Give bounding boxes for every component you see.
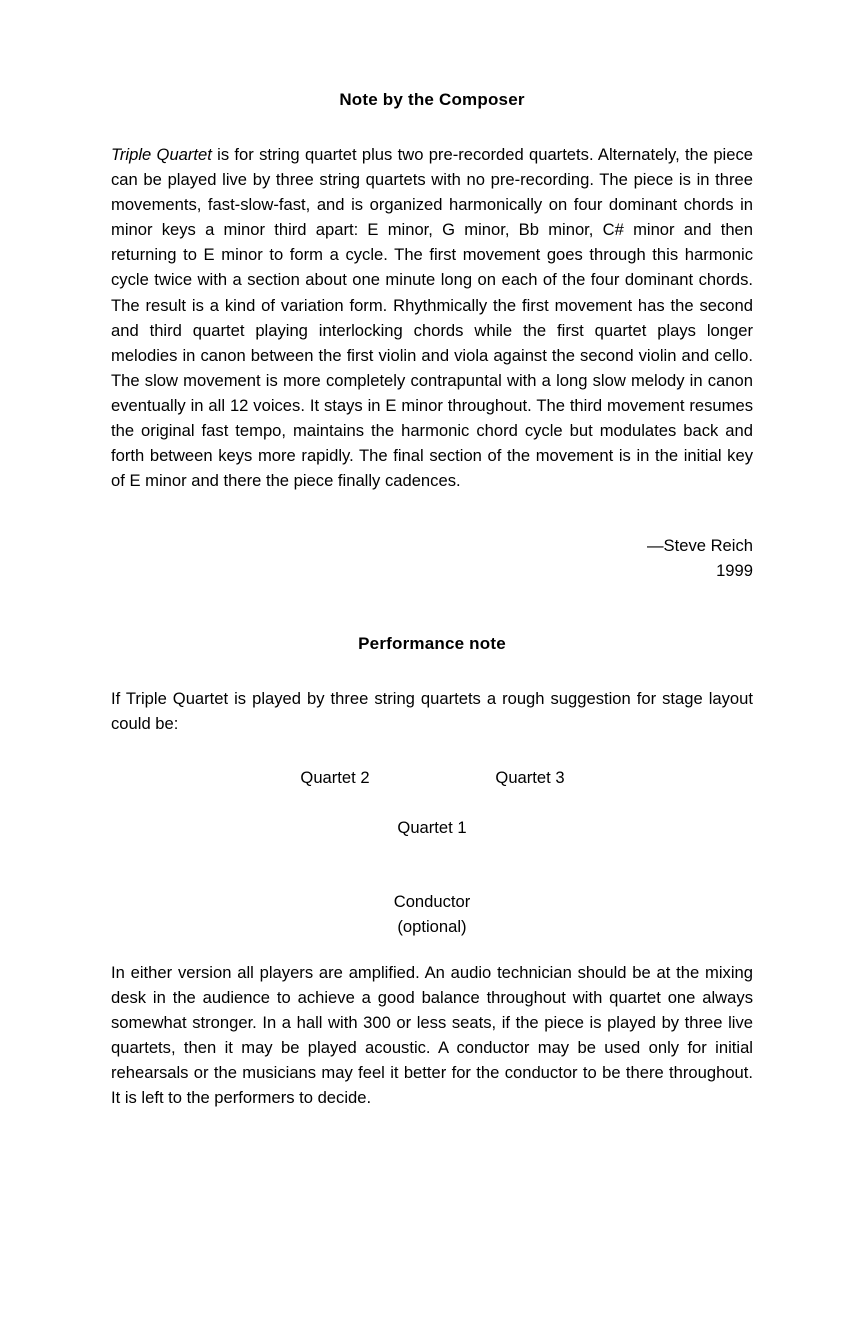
signature-year: 1999 xyxy=(716,561,753,581)
performance-note-heading: Performance note xyxy=(358,633,506,653)
signature-block xyxy=(111,533,753,583)
stage-label-quartet-2: Quartet 2 xyxy=(300,767,370,787)
amplification-paragraph: In either version all players are amplified. An audio technician should be at the mixing desk in the audience to achieve a good balance throughout with quartet one always somewhat stronger. In a hall with 300 or less seats, if the piece is played by three live quartets, then it may be played acoustic. A conductor may be used only for initial rehearsals or the musicians may feel it better for the conductor to be there throughout. It is left to the performers to decide. xyxy=(111,962,753,1108)
composer-note-body-text: is for string quartet plus two pre-recorded quartets. Alternately, the piece can be played live by three string quartets with no pre-recording. The piece is in three movements, fast-slow-fast, and is organized harmonically on four dominant chords in minor keys a minor third apart: E minor, G minor, Bb minor, C# minor and then returning to E minor to form a cycle. The first movement goes through this harmonic cycle twice with a section about one minute long on each of the four dominant chords. The result is a kind of variation form. Rhythmically the first movement has the second and third quartet playing interlocking chords while the first quartet plays longer melodies in canon between the first violin and viola against the second violin and cello. The slow movement is more completely contrapuntal with a long slow melody in canon eventually in all 12 voices. It stays in E minor throughout. The third movement resumes the original fast tempo, maintains the harmonic chord cycle but modulates back and forth between keys more rapidly. The final section of the movement is in the initial key of E minor and there the piece finally cadences. xyxy=(111,145,753,491)
signature-name: —Steve Reich xyxy=(646,536,753,556)
stage-layout-intro-paragraph: If Triple Quartet is played by three string quartets a rough suggestion for stage layout could be: xyxy=(111,688,753,733)
stage-label-quartet-1: Quartet 1 xyxy=(397,817,467,837)
stage-label-conductor: Conductor xyxy=(393,891,471,911)
page-content xyxy=(111,0,753,1110)
composer-note-paragraph xyxy=(111,142,753,493)
stage-label-conductor-optional: (optional) xyxy=(397,916,467,936)
stage-label-quartet-3: Quartet 3 xyxy=(495,767,565,787)
work-title-italic: Triple Quartet xyxy=(111,145,212,164)
composer-note-heading: Note by the Composer xyxy=(339,90,525,109)
